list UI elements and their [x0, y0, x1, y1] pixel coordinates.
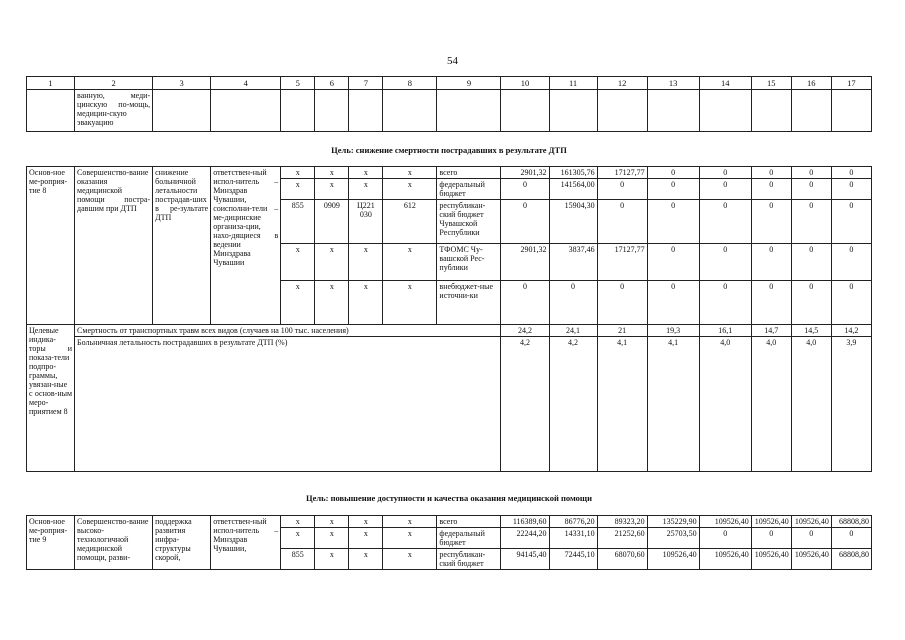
code-cell: x [315, 179, 349, 200]
value-cell: 0 [751, 200, 791, 244]
code-cell: x [383, 528, 437, 549]
col-header: 1 [27, 77, 75, 90]
code-cell: x [315, 528, 349, 549]
value-cell: 21 [597, 325, 647, 337]
value-cell: 14331,10 [549, 528, 597, 549]
value-cell: 14,2 [831, 325, 871, 337]
value-cell: 19,3 [647, 325, 699, 337]
code-cell: 855 [281, 200, 315, 244]
code-cell: x [281, 281, 315, 325]
value-cell: 68070,60 [597, 549, 647, 570]
code-cell: 612 [383, 200, 437, 244]
value-cell: 0 [647, 281, 699, 325]
value-cell: 0 [597, 200, 647, 244]
value-cell: 68808,80 [831, 516, 871, 528]
value-cell: 0 [751, 179, 791, 200]
code-cell: x [383, 281, 437, 325]
value-cell: 116389,60 [501, 516, 549, 528]
value-cell: 0 [831, 179, 871, 200]
funding-source: всего [437, 167, 501, 179]
page-number: 54 [447, 55, 458, 67]
value-cell: 0 [699, 244, 751, 281]
value-cell: 0 [791, 179, 831, 200]
code-cell: x [315, 281, 349, 325]
code-cell: x [349, 167, 383, 179]
target-label: Больничная летальность пострадавших в результате ДТП (%) [75, 337, 501, 472]
value-cell: 94145,40 [501, 549, 549, 570]
value-cell: 0 [831, 244, 871, 281]
value-cell: 24,1 [549, 325, 597, 337]
col-header: 2 [75, 77, 153, 90]
value-cell: 109526,40 [751, 516, 791, 528]
code-cell: x [383, 179, 437, 200]
value-cell: 109526,40 [699, 516, 751, 528]
value-cell: 0 [751, 244, 791, 281]
value-cell: 4,2 [549, 337, 597, 472]
col-header: 7 [349, 77, 383, 90]
col-header: 13 [647, 77, 699, 90]
continuation-row [27, 90, 872, 132]
funding-source: республикан-ский бюджет Чувашской Республики [437, 200, 501, 244]
value-cell: 14,7 [751, 325, 791, 337]
code-cell: x [349, 549, 383, 570]
value-cell: 109526,40 [791, 549, 831, 570]
col-header: 11 [549, 77, 597, 90]
measure-9-executor: ответствен-ный испол-нитель – Минздрав Чувашии, [211, 516, 281, 570]
value-cell: 0 [831, 528, 871, 549]
table-2-wrap [26, 166, 872, 472]
value-cell: 4,0 [791, 337, 831, 472]
table-3 [26, 515, 872, 570]
value-cell: 109526,40 [699, 549, 751, 570]
value-cell: 89323,20 [597, 516, 647, 528]
code-cell: x [315, 244, 349, 281]
funding-source: республикан-ский бюджет [437, 549, 501, 570]
col-header: 8 [383, 77, 437, 90]
value-cell: 0 [751, 167, 791, 179]
value-cell: 0 [647, 179, 699, 200]
col-header: 14 [699, 77, 751, 90]
col-header: 10 [501, 77, 549, 90]
value-cell: 0 [549, 281, 597, 325]
continuation-text: ванную, меди-цинскую по-мощь, медицин-скую эвакуацию [75, 90, 153, 132]
col-header: 3 [153, 77, 211, 90]
value-cell: 0 [791, 167, 831, 179]
value-cell: 0 [647, 200, 699, 244]
value-cell: 25703,50 [647, 528, 699, 549]
value-cell: 0 [699, 281, 751, 325]
value-cell: 2901,32 [501, 244, 549, 281]
value-cell: 0 [751, 528, 791, 549]
col-header: 9 [437, 77, 501, 90]
table-row [27, 516, 872, 528]
measure-8-title: Основ-ное ме-роприя-тие 8 [27, 167, 75, 325]
value-cell: 16,1 [699, 325, 751, 337]
value-cell: 0 [699, 179, 751, 200]
code-cell: x [315, 549, 349, 570]
code-cell: x [383, 516, 437, 528]
code-cell: x [281, 179, 315, 200]
table-row [27, 167, 872, 179]
code-cell: x [315, 167, 349, 179]
value-cell: 3837,46 [549, 244, 597, 281]
value-cell: 0 [699, 167, 751, 179]
measure-9-description: Совершенство-вание высоко-технологичной медицинской помощи, разви- [75, 516, 153, 570]
measure-8-objective: снижение больничной летальности пострадав-ших в ре-зультате ДТП [153, 167, 211, 325]
value-cell: 0 [501, 179, 549, 200]
value-cell: 0 [791, 244, 831, 281]
value-cell: 109526,40 [791, 516, 831, 528]
value-cell: 68808,80 [831, 549, 871, 570]
funding-source: внебюджет-ные источни-ки [437, 281, 501, 325]
target-row [27, 337, 872, 472]
table-1 [26, 76, 872, 132]
value-cell: 135229,90 [647, 516, 699, 528]
column-header-row [27, 77, 872, 90]
value-cell: 0 [831, 200, 871, 244]
value-cell: 4,1 [647, 337, 699, 472]
code-cell: x [281, 167, 315, 179]
value-cell: 0 [647, 167, 699, 179]
value-cell: 24,2 [501, 325, 549, 337]
value-cell: 0 [501, 281, 549, 325]
value-cell: 0 [791, 200, 831, 244]
value-cell: 0 [791, 281, 831, 325]
value-cell: 0 [751, 281, 791, 325]
measure-9-objective: поддержка развития инфра-структуры скорой, [153, 516, 211, 570]
code-cell: 855 [281, 549, 315, 570]
code-cell: x [349, 516, 383, 528]
funding-source: федеральный бюджет [437, 179, 501, 200]
code-cell: x [349, 179, 383, 200]
code-cell: x [383, 167, 437, 179]
value-cell: 109526,40 [751, 549, 791, 570]
value-cell: 0 [647, 244, 699, 281]
col-header: 12 [597, 77, 647, 90]
measure-8-executor: ответствен-ный испол-нитель – Минздрав Чувашии, соисполни-тели – ме-дицинские организа-ции, нахо-дящиеся в ведении Минздрава Чувашии [211, 167, 281, 325]
funding-source: всего [437, 516, 501, 528]
target-row [27, 325, 872, 337]
measure-9-title: Основ-ное ме-роприя-тие 9 [27, 516, 75, 570]
value-cell: 0 [597, 281, 647, 325]
value-cell: 0 [699, 200, 751, 244]
code-cell: x [349, 244, 383, 281]
col-header: 6 [315, 77, 349, 90]
value-cell: 0 [791, 528, 831, 549]
table-1-wrap [26, 76, 872, 132]
measure-8-description: Совершенство-вание оказания медицинской помощи постра-давшим при ДТП [75, 167, 153, 325]
value-cell: 161305,76 [549, 167, 597, 179]
code-cell: x [315, 516, 349, 528]
value-cell: 0 [501, 200, 549, 244]
value-cell: 15904,30 [549, 200, 597, 244]
code-cell: x [281, 516, 315, 528]
goal-1-heading: Цель: снижение смертности пострадавших в результате ДТП [331, 145, 567, 155]
target-label: Смертность от транспортных травм всех видов (случаев на 100 тыс. населения) [75, 325, 501, 337]
table-2 [26, 166, 872, 472]
targets-title: Целевые индика-торы и показа-тели подпро-граммы, увязан-ные с основ-ным меро-приятием 8 [27, 325, 75, 472]
code-cell: 0909 [315, 200, 349, 244]
value-cell: 4,0 [751, 337, 791, 472]
table-3-wrap [26, 515, 872, 570]
value-cell: 0 [597, 179, 647, 200]
funding-source: федеральный бюджет [437, 528, 501, 549]
value-cell: 17127,77 [597, 244, 647, 281]
code-cell: x [383, 244, 437, 281]
col-header: 17 [831, 77, 871, 90]
col-header: 16 [791, 77, 831, 90]
value-cell: 86776,20 [549, 516, 597, 528]
funding-source: ТФОМС Чу-вашской Рес-публики [437, 244, 501, 281]
code-cell: x [349, 528, 383, 549]
code-cell: x [383, 549, 437, 570]
value-cell: 17127,77 [597, 167, 647, 179]
code-cell: x [281, 244, 315, 281]
code-cell: x [349, 281, 383, 325]
value-cell: 0 [699, 528, 751, 549]
value-cell: 2901,32 [501, 167, 549, 179]
value-cell: 4,2 [501, 337, 549, 472]
value-cell: 3,9 [831, 337, 871, 472]
code-cell: Ц221 030 [349, 200, 383, 244]
value-cell: 72445,10 [549, 549, 597, 570]
value-cell: 14,5 [791, 325, 831, 337]
value-cell: 22244,20 [501, 528, 549, 549]
goal-2-heading: Цель: повышение доступности и качества оказания медицинской помощи [306, 493, 592, 503]
value-cell: 141564,00 [549, 179, 597, 200]
value-cell: 0 [831, 167, 871, 179]
value-cell: 0 [831, 281, 871, 325]
code-cell: x [281, 528, 315, 549]
value-cell: 4,1 [597, 337, 647, 472]
value-cell: 4,0 [699, 337, 751, 472]
col-header: 5 [281, 77, 315, 90]
col-header: 15 [751, 77, 791, 90]
value-cell: 21252,60 [597, 528, 647, 549]
col-header: 4 [211, 77, 281, 90]
value-cell: 109526,40 [647, 549, 699, 570]
